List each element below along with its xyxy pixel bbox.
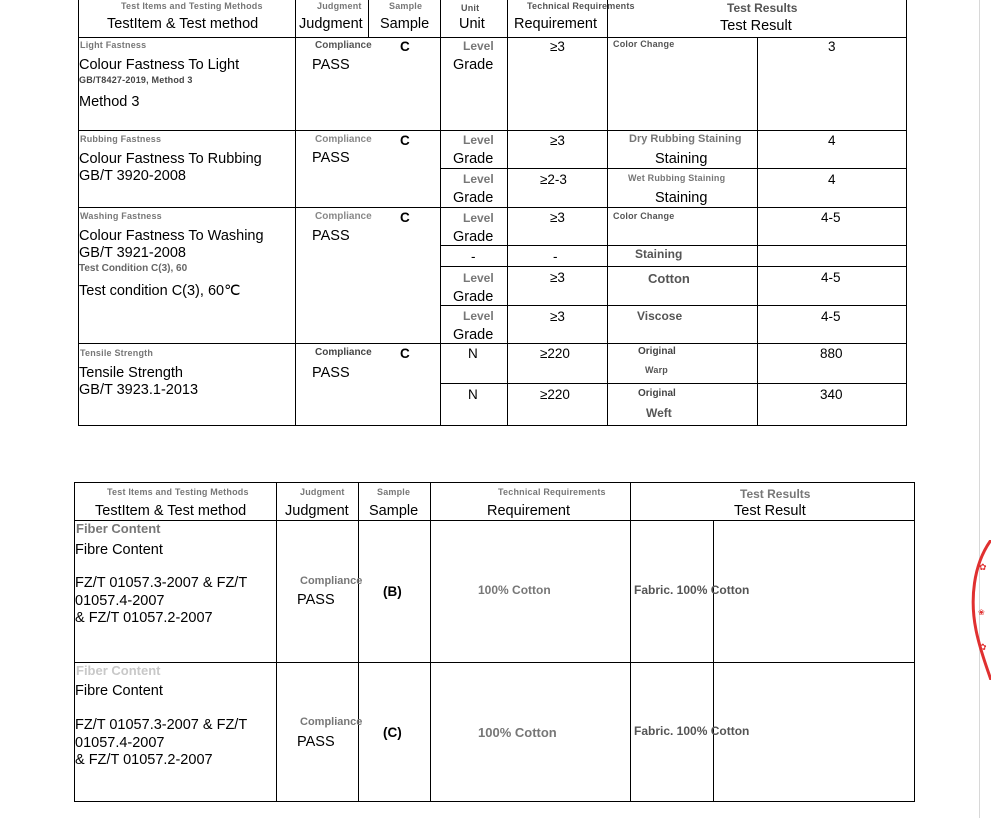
t2-header-sample-small: Sample — [377, 487, 411, 497]
rubbing-wet-label-small: Wet Rubbing Staining — [628, 173, 726, 183]
light-std-small: GB/T8427-2019, Method 3 — [79, 75, 193, 85]
t1-row-line — [78, 37, 907, 38]
light-item-name: Colour Fastness To Light — [79, 57, 240, 73]
fiber-c-result: Fabric. 100% Cotton — [634, 724, 750, 738]
t1-row-line — [440, 266, 907, 267]
t1-col-line — [440, 0, 441, 426]
t2-header-items-small: Test Items and Testing Methods — [107, 487, 249, 497]
rubbing-dry-result: 4 — [828, 133, 836, 148]
light-result-label: Color Change — [613, 39, 675, 49]
fiber-b-item-small: Fiber Content — [76, 521, 161, 536]
t2-col-line — [276, 482, 277, 802]
stamp-glyph: ❀ — [978, 608, 985, 617]
fiber-b-std-3: & FZ/T 01057.2-2007 — [75, 610, 213, 626]
tensile-weft-unit: N — [468, 387, 478, 402]
t1-row-line — [78, 207, 907, 208]
washing-judgment: PASS — [312, 228, 350, 244]
light-unit-small: Level — [463, 39, 494, 53]
t1-row-line — [440, 305, 907, 306]
rubbing-wet-req: ≥2-3 — [540, 172, 567, 187]
light-sample: C — [400, 39, 410, 54]
washing-cotton-result: 4-5 — [821, 270, 841, 285]
rubbing-dry-label: Staining — [655, 151, 708, 167]
light-unit: Grade — [453, 57, 494, 73]
light-result: 3 — [828, 39, 836, 54]
rubbing-compliance: Compliance — [315, 134, 372, 145]
rubbing-dry-unit: Grade — [453, 151, 494, 167]
t2-border-top — [74, 482, 915, 483]
t2-col-line — [713, 520, 714, 802]
washing-cc-label: Color Change — [613, 211, 675, 221]
washing-cond: Test condition C(3), 60℃ — [79, 283, 241, 299]
t1-border-bottom — [78, 425, 907, 426]
fiber-b-std-1: FZ/T 01057.3-2007 & FZ/T — [75, 575, 248, 591]
t1-border-right — [906, 0, 907, 426]
t1-col-line — [757, 38, 758, 426]
fiber-b-sample: (B) — [383, 584, 402, 599]
rubbing-wet-result: 4 — [828, 172, 836, 187]
t1-col-line — [507, 0, 508, 426]
stamp-glyph: ✿ — [979, 643, 987, 653]
t1-row-line — [78, 130, 907, 131]
washing-viscose-req: ≥3 — [550, 309, 565, 324]
tensile-weft-label-small: Original — [638, 388, 676, 399]
t2-col-line — [430, 482, 431, 802]
fiber-b-std-2: 01057.4-2007 — [75, 593, 165, 609]
washing-viscose-unit: Grade — [453, 327, 494, 343]
t2-col-line — [358, 482, 359, 802]
tensile-weft-result: 340 — [820, 387, 843, 402]
light-req: ≥3 — [550, 39, 565, 54]
washing-cotton-unit: Grade — [453, 289, 494, 305]
light-method: Method 3 — [79, 94, 140, 110]
fiber-b-judgment: PASS — [297, 592, 335, 608]
fiber-c-judgment: PASS — [297, 734, 335, 750]
washing-staining-req: - — [553, 249, 558, 264]
rubbing-item-small: Rubbing Fastness — [80, 134, 162, 144]
washing-item-name: Colour Fastness To Washing — [79, 228, 264, 244]
tensile-warp-unit: N — [468, 346, 478, 361]
washing-staining-label: Staining — [635, 247, 683, 261]
washing-compliance: Compliance — [315, 211, 372, 222]
fiber-b-item-name: Fibre Content — [75, 542, 163, 558]
tensile-compliance: Compliance — [315, 347, 372, 358]
t1-header-judgment: Judgment — [299, 16, 363, 32]
t1-col-line — [295, 0, 296, 426]
t1-header-unit-small: Unit — [461, 3, 480, 13]
washing-cc-req: ≥3 — [550, 210, 565, 225]
washing-cc-unit: Grade — [453, 229, 494, 245]
t2-border-bottom — [74, 801, 915, 802]
fiber-c-item-small: Fiber Content — [76, 663, 161, 678]
fiber-b-result: Fabric. 100% Cotton — [634, 583, 750, 597]
page-edge — [979, 0, 991, 818]
t2-header-req: Requirement — [487, 503, 571, 519]
t2-header-judgment: Judgment — [285, 503, 349, 519]
washing-cotton-req: ≥3 — [550, 270, 565, 285]
fiber-c-compliance: Compliance — [300, 716, 363, 728]
t1-header-results-small: Test Results — [727, 1, 798, 15]
washing-viscose-label: Viscose — [637, 309, 683, 323]
fiber-c-std-1: FZ/T 01057.3-2007 & FZ/T — [75, 717, 248, 733]
rubbing-wet-label: Staining — [655, 190, 708, 206]
fiber-c-std-3: & FZ/T 01057.2-2007 — [75, 752, 213, 768]
rubbing-wet-unit: Grade — [453, 190, 494, 206]
t2-border-right — [914, 482, 915, 802]
rubbing-std: GB/T 3920-2008 — [79, 168, 186, 184]
washing-cond-small: Test Condition C(3), 60 — [79, 263, 188, 274]
washing-cotton-label: Cotton — [648, 271, 690, 286]
t1-header-items-small: Test Items and Testing Methods — [121, 1, 263, 11]
rubbing-dry-req: ≥3 — [550, 133, 565, 148]
washing-viscose-result: 4-5 — [821, 309, 841, 324]
washing-staining-unit: - — [471, 249, 476, 264]
tensile-warp-req: ≥220 — [540, 346, 570, 361]
t1-row-line — [440, 383, 907, 384]
fiber-c-sample: (C) — [383, 725, 402, 740]
t1-header-req-small: Technical Requirements — [527, 1, 635, 11]
washing-cc-result: 4-5 — [821, 210, 841, 225]
t1-header-items: TestItem & Test method — [107, 16, 259, 32]
fiber-c-std-2: 01057.4-2007 — [75, 735, 165, 751]
t1-row-line — [440, 168, 907, 169]
tensile-item-name: Tensile Strength — [79, 365, 183, 381]
washing-std: GB/T 3921-2008 — [79, 245, 186, 261]
red-seal-stamp-icon — [968, 540, 991, 680]
t1-row-line — [440, 245, 907, 246]
t2-col-line — [630, 482, 631, 802]
rubbing-dry-label-small: Dry Rubbing Staining — [629, 133, 742, 145]
rubbing-judgment: PASS — [312, 150, 350, 166]
t2-header-judgment-small: Judgment — [300, 487, 345, 497]
rubbing-item-name: Colour Fastness To Rubbing — [79, 151, 262, 167]
t1-header-req: Requirement — [514, 16, 598, 32]
t2-header-results: Test Result — [734, 503, 806, 519]
light-compliance: Compliance — [315, 40, 372, 51]
washing-cc-unit-small: Level — [463, 211, 494, 225]
t2-row-line — [74, 662, 915, 663]
washing-sample: C — [400, 210, 410, 225]
t1-header-judgment-small: Judgment — [317, 1, 362, 11]
t2-header-sample: Sample — [369, 503, 419, 519]
rubbing-wet-unit-small: Level — [463, 172, 494, 186]
light-judgment: PASS — [312, 57, 350, 73]
t2-header-req-small: Technical Requirements — [498, 487, 606, 497]
t2-header-items: TestItem & Test method — [95, 503, 247, 519]
fiber-c-req: 100% Cotton — [478, 725, 557, 740]
fiber-c-item-name: Fibre Content — [75, 683, 163, 699]
t1-header-sample: Sample — [380, 16, 430, 32]
tensile-judgment: PASS — [312, 365, 350, 381]
tensile-item-small: Tensile Strength — [80, 348, 154, 358]
t1-col-line — [368, 0, 369, 38]
t2-row-line — [74, 520, 915, 521]
tensile-std: GB/T 3923.1-2013 — [79, 382, 199, 398]
tensile-weft-req: ≥220 — [540, 387, 570, 402]
stamp-glyph: ✿ — [979, 563, 987, 573]
light-item-small: Light Fastness — [80, 40, 147, 50]
t2-header-results-small: Test Results — [740, 487, 811, 501]
t1-header-results: Test Result — [720, 18, 792, 34]
fiber-b-req: 100% Cotton — [478, 583, 551, 597]
t1-col-line — [607, 0, 608, 426]
tensile-warp-label: Warp — [645, 365, 668, 375]
tensile-sample: C — [400, 346, 410, 361]
washing-cotton-unit-small: Level — [463, 271, 494, 285]
t1-header-unit: Unit — [459, 16, 485, 32]
washing-item-small: Washing Fastness — [80, 211, 162, 221]
washing-viscose-unit-small: Level — [463, 309, 494, 323]
rubbing-dry-unit-small: Level — [463, 133, 494, 147]
tensile-warp-label-small: Original — [638, 346, 676, 357]
tensile-weft-label: Weft — [646, 406, 672, 420]
tensile-warp-result: 880 — [820, 346, 843, 361]
t1-header-sample-small: Sample — [389, 1, 423, 11]
fiber-b-compliance: Compliance — [300, 575, 363, 587]
rubbing-sample: C — [400, 133, 410, 148]
